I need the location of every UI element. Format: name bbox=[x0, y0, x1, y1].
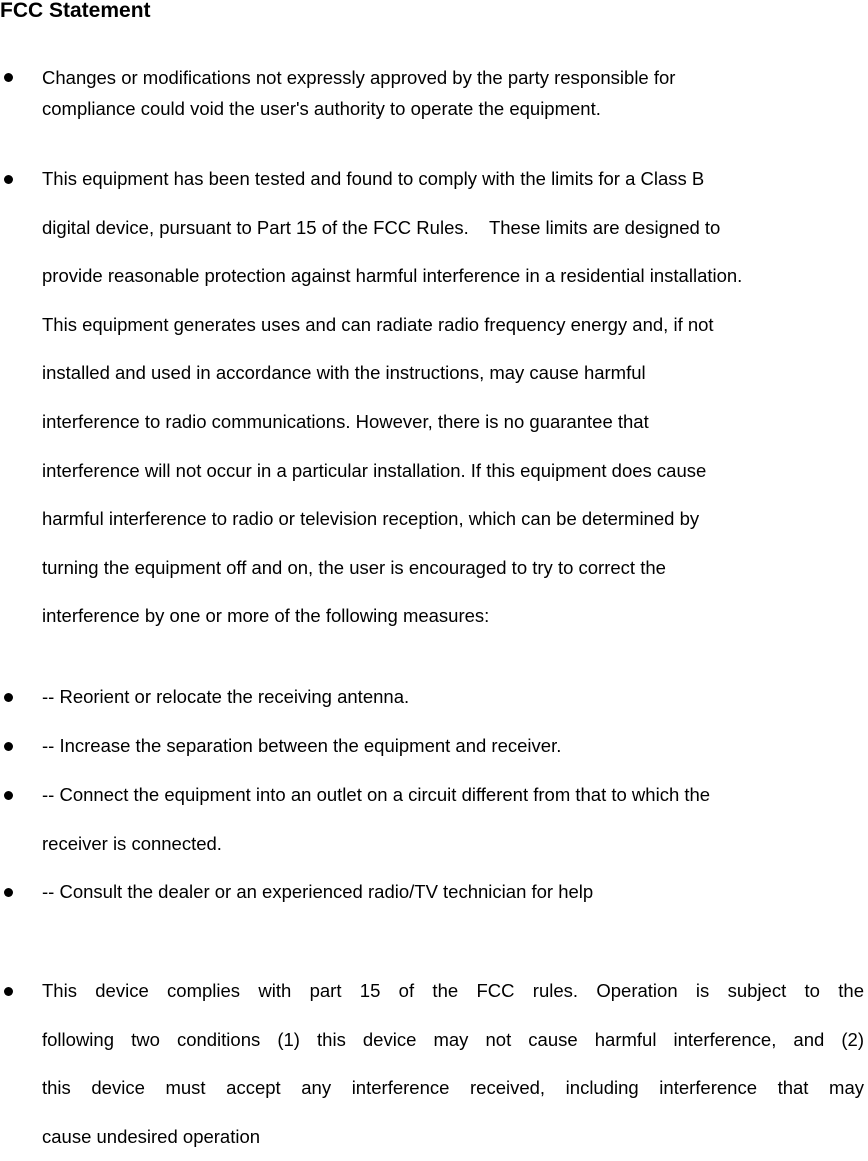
text-line: -- Increase the separation between the equipment and receiver. bbox=[42, 735, 562, 756]
text-line: Changes or modifications not expressly approved by the party responsible for bbox=[42, 67, 676, 88]
bullet-dot-icon bbox=[4, 73, 13, 82]
text-line: digital device, pursuant to Part 15 of the FCC Rules. These limits are designed to bbox=[42, 216, 721, 238]
text-line: interference will not occur in a particular installation. If this equipment does cause bbox=[42, 459, 707, 481]
bullet-text bbox=[42, 155, 868, 641]
page-title: FCC Statement bbox=[0, 0, 151, 22]
text-line: -- Connect the equipment into an outlet on a circuit different from that to which the bbox=[42, 784, 711, 805]
bullet-text bbox=[42, 868, 868, 917]
bullet-text bbox=[42, 771, 868, 868]
bullet-text bbox=[42, 62, 868, 124]
bullet-dot-icon bbox=[4, 791, 13, 800]
text-line: interference by one or more of the following measures: bbox=[42, 605, 490, 627]
text-line: -- Consult the dealer or an experienced radio/TV technician for help bbox=[42, 881, 594, 902]
bullet-dot-icon bbox=[4, 987, 13, 996]
bullet-dot-icon bbox=[4, 693, 13, 702]
text-line: receiver is connected. bbox=[42, 832, 222, 854]
text-line: This equipment has been tested and found to comply with the limits for a Class B bbox=[42, 168, 705, 189]
bullet-text bbox=[42, 722, 868, 771]
text-line: turning the equipment off and on, the user is encouraged to try to correct the bbox=[42, 556, 666, 578]
text-line: interference to radio communications. However, there is no guarantee that bbox=[42, 410, 649, 432]
bullet-dot-icon bbox=[4, 888, 13, 897]
text-line: harmful interference to radio or television reception, which can be determined by bbox=[42, 508, 700, 530]
text-line: installed and used in accordance with the instructions, may cause harmful bbox=[42, 362, 646, 384]
text-line: compliance could void the user's authority to operate the equipment. bbox=[42, 98, 601, 119]
bullet-dot-icon bbox=[4, 175, 13, 184]
text-line: following two conditions (1) this device may not cause harmful interference, and (2) bbox=[42, 1028, 864, 1050]
bullet-dot-icon bbox=[4, 742, 13, 751]
text-line: provide reasonable protection against harmful interference in a residential installation. bbox=[42, 265, 743, 287]
text-line: -- Reorient or relocate the receiving antenna. bbox=[42, 686, 410, 707]
text-line: this device must accept any interference received, including interference that may bbox=[42, 1077, 864, 1099]
text-line: This equipment generates uses and can radiate radio frequency energy and, if not bbox=[42, 313, 714, 335]
text-line: This device complies with part 15 of the FCC rules. Operation is subject to the bbox=[42, 980, 864, 1001]
text-line: cause undesired operation bbox=[42, 1125, 261, 1147]
bullet-text bbox=[42, 967, 864, 1161]
bullet-text bbox=[42, 673, 868, 722]
